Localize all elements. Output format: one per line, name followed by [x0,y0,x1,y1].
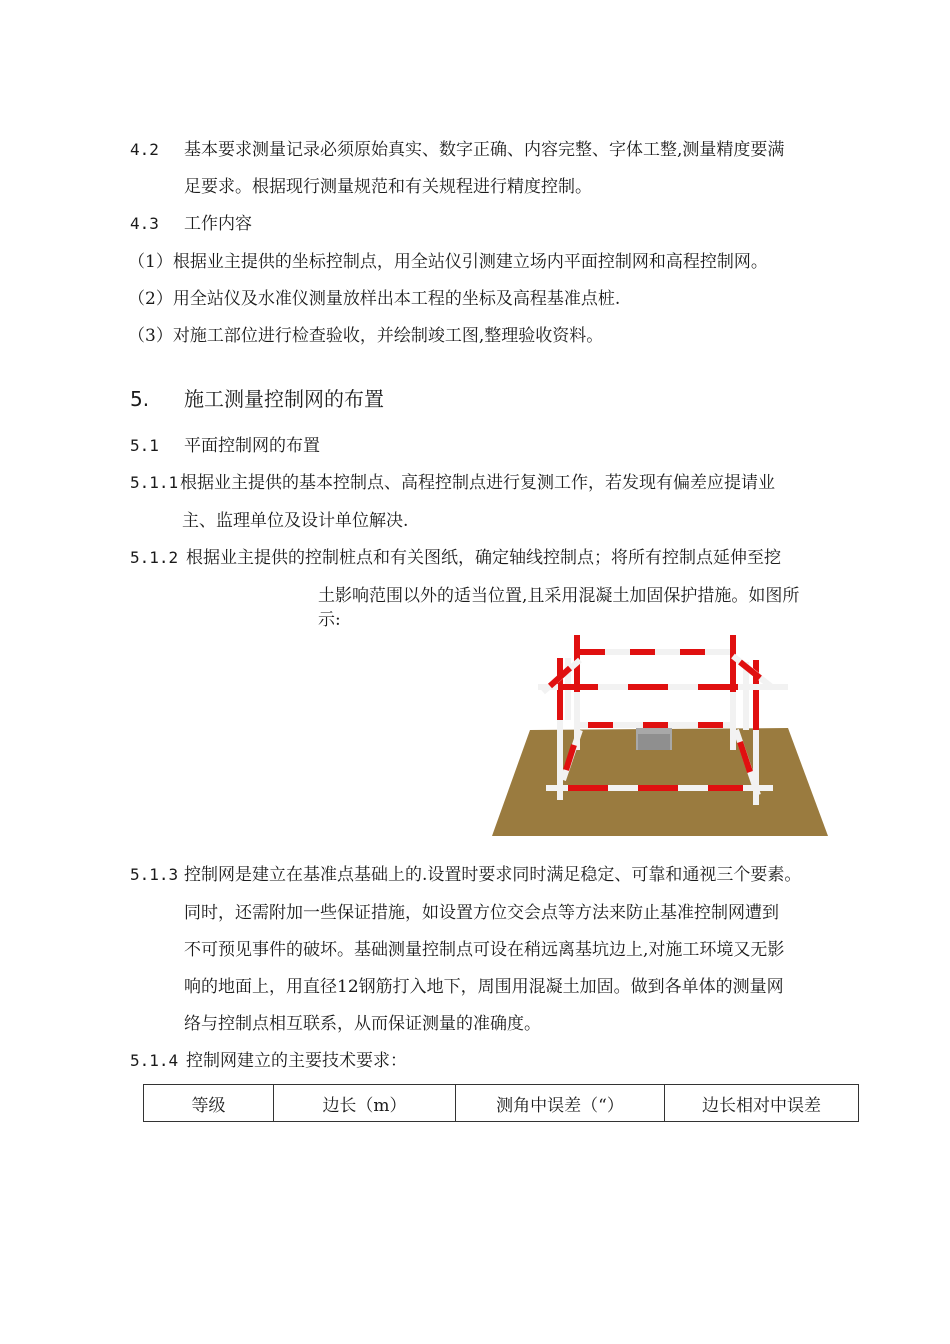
table-header-cell: 边长（m） [274,1085,456,1122]
section-title: 工作内容 [184,214,252,234]
section-5-1-2-line1 [130,547,781,569]
table-header-cell: 等级 [144,1085,274,1122]
section-number: 5.1.4 [130,1051,179,1070]
list-item-2: （2）用全站仪及水准仪测量放样出本工程的坐标及高程基准点桩. [128,289,621,309]
table-header-row [144,1085,859,1122]
section-text: 根据业主提供的控制桩点和有关图纸，确定轴线控制点；将所有控制点延伸至挖 [186,548,781,568]
section-5-1-3-line5: 络与控制点相互联系，从而保证测量的准确度。 [184,1014,541,1034]
section-number: 4.2 [130,140,159,159]
section-5-1-4-heading [130,1050,407,1072]
section-text: 根据业主提供的基本控制点、高程控制点进行复测工作，若发现有偏差应提请业 [180,473,775,493]
section-5-1-3-line4: 响的地面上，用直径12钢筋打入地下，周围用混凝土加固。做到各单体的测量网 [184,977,784,997]
section-title: 平面控制网的布置 [184,436,320,456]
section-4-3-heading [130,213,252,235]
section-5-1-1-line2: 主、监理单位及设计单位解决. [182,511,409,531]
section-5-1-1-line1 [130,472,775,494]
control-point-protection-figure [488,630,833,842]
list-item-1: （1）根据业主提供的坐标控制点，用全站仪引测建立场内平面控制网和高程控制网。 [128,252,768,272]
list-item-3: （3）对施工部位进行检查验收，并绘制竣工图,整理验收资料。 [128,326,604,346]
section-text: 控制网是建立在基准点基础上的.设置时要求同时满足稳定、可靠和通视三个要素。 [184,865,802,885]
table-header-cell: 测角中误差（“） [456,1085,665,1122]
section-5-1-heading [130,435,320,457]
chapter-5-heading [130,388,384,410]
chapter-number: 5. [130,387,150,411]
table-header-cell: 边长相对中误差 [665,1085,859,1122]
section-5-1-2-line3: 示: [318,610,341,630]
section-5-1-2-line2: 土影响范围以外的适当位置,且采用混凝土加固保护措施。如图所 [318,586,800,606]
section-5-1-3-line2: 同时，还需附加一些保证措施，如设置方位交会点等方法来防止基准控制网遭到 [184,903,779,923]
section-number: 5.1.1 [130,473,179,492]
section-5-1-3-line3: 不可预见事件的破坏。基础测量控制点可设在稍远离基坑边上,对施工环境又无影 [184,940,785,960]
section-title: 控制网建立的主要技术要求： [186,1051,407,1071]
section-text: 基本要求测量记录必须原始真实、数字正确、内容完整、字体工整,测量精度要满 [184,140,785,160]
section-4-2-line1 [130,139,784,161]
section-4-2-line2: 足要求。根据现行测量规范和有关规程进行精度控制。 [184,177,592,197]
section-number: 5.1.3 [130,865,179,884]
section-number: 5.1.2 [130,548,179,567]
section-number: 5.1 [130,436,159,455]
technical-requirements-table [143,1084,859,1122]
chapter-title: 施工测量控制网的布置 [184,387,384,411]
section-5-1-3-line1 [130,864,801,886]
section-number: 4.3 [130,214,159,233]
